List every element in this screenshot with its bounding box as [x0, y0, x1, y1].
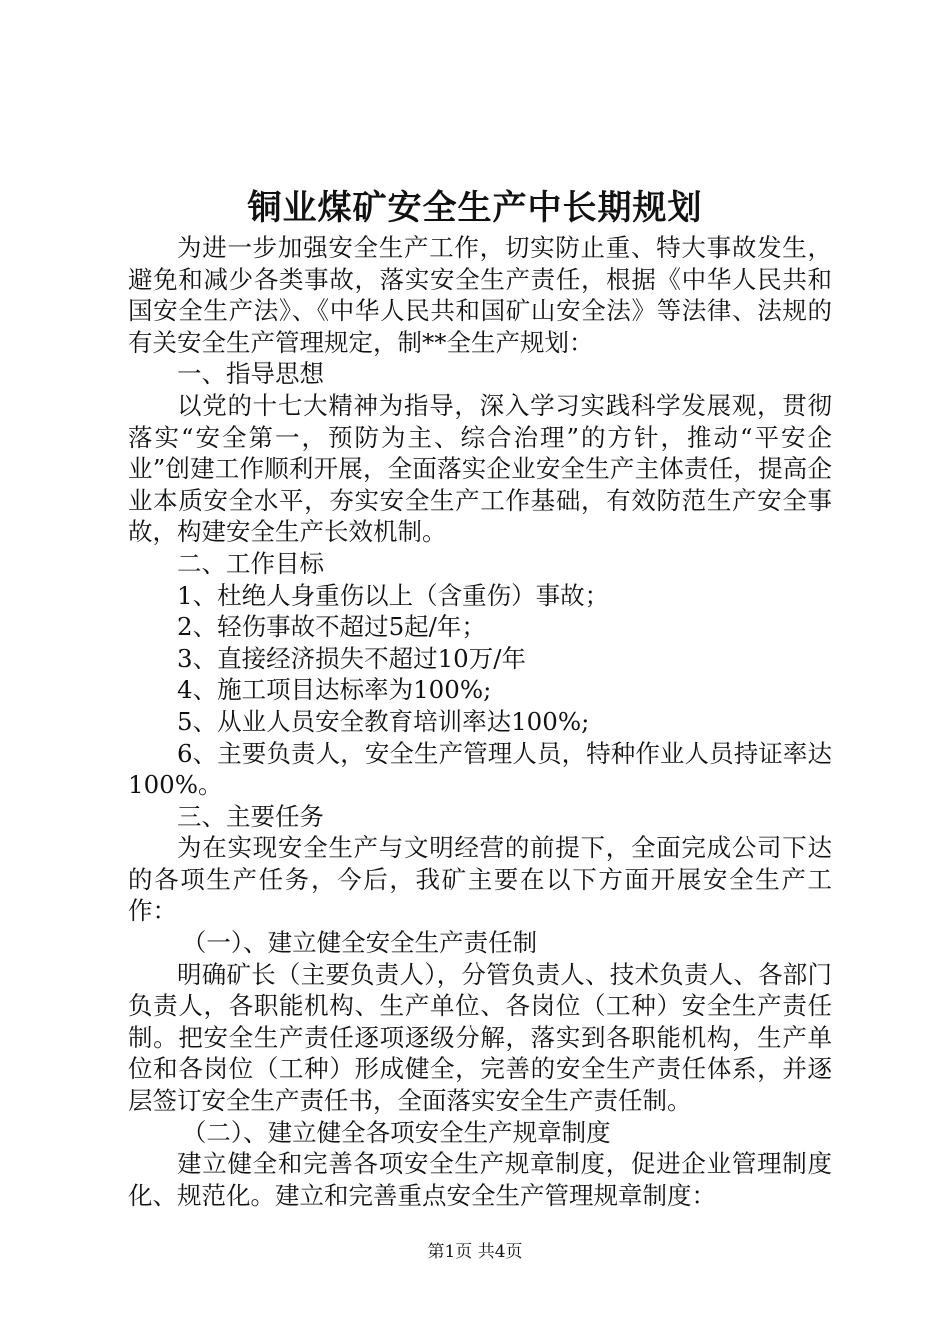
paragraph-rules-regulations: 建立健全和完善各项安全生产规章制度，促进企业管理制度化、规范化。建立和完善重点安全生产管理规章制度： [128, 1149, 832, 1210]
goal-item-3: 3、直接经济损失不超过10万/年 [177, 643, 527, 673]
document-body [128, 232, 832, 1211]
goal-item-2: 2、轻伤事故不超过5起/年； [177, 612, 486, 642]
paragraph-main-tasks: 为在实现安全生产与文明经营的前提下，全面完成公司下达的各项生产任务，今后，我矿主要在以下方面开展安全生产工作： [128, 833, 832, 926]
paragraph-guiding-ideology: 以党的十七大精神为指导，深入学习实践科学发展观，贯彻落实“安全第一，预防为主、综合治理”的方针，推动“平安企业”创建工作顺利开展，全面落实企业安全生产主体责任，提高企业本质安全水平，夯实安全生产工作基础，有效防范生产安全事故，构建安全生产长效机制。 [128, 390, 832, 547]
paragraph-intro: 为进一步加强安全生产工作，切实防止重、特大事故发生，避免和减少各类事故，落实安全生产责任，根据《中华人民共和国安全生产法》、《中华人民共和国矿山安全法》等法律、法规的有关安全生产管理规定，制**全生产规划： [128, 233, 832, 357]
paragraph-responsibility-system: 明确矿长（主要负责人），分管负责人、技术负责人、各部门负责人，各职能机构、生产单位、各岗位（工种）安全生产责任制。把安全生产责任逐项逐级分解，落实到各职能机构，生产单位和各岗位（工种）形成健全，完善的安全生产责任体系，并逐层签订安全生产责任书，全面落实安全生产责任制。 [128, 959, 832, 1116]
goal-item-5: 5、从业人员安全教育培训率达100%; [177, 706, 590, 736]
heading-main-tasks: 三、主要任务 [177, 801, 324, 831]
heading-guiding-ideology: 一、指导思想 [177, 359, 324, 389]
goal-item-1: 1、杜绝人身重伤以上（含重伤）事故； [177, 580, 610, 610]
page-footer: 第1页 共4页 [427, 1242, 523, 1262]
goal-item-6: 6、主要负责人，安全生产管理人员，特种作业人员持证率达100%。 [128, 738, 832, 800]
heading-work-goals: 二、工作目标 [177, 548, 324, 578]
goal-item-4: 4、施工项目达标率为100%; [177, 675, 492, 705]
document-title: 铜业煤矿安全生产中长期规划 [247, 188, 703, 228]
subheading-responsibility-system: （一）、建立健全安全生产责任制 [181, 928, 538, 958]
subheading-rules-regulations: （二）、建立健全各项安全生产规章制度 [181, 1117, 611, 1147]
